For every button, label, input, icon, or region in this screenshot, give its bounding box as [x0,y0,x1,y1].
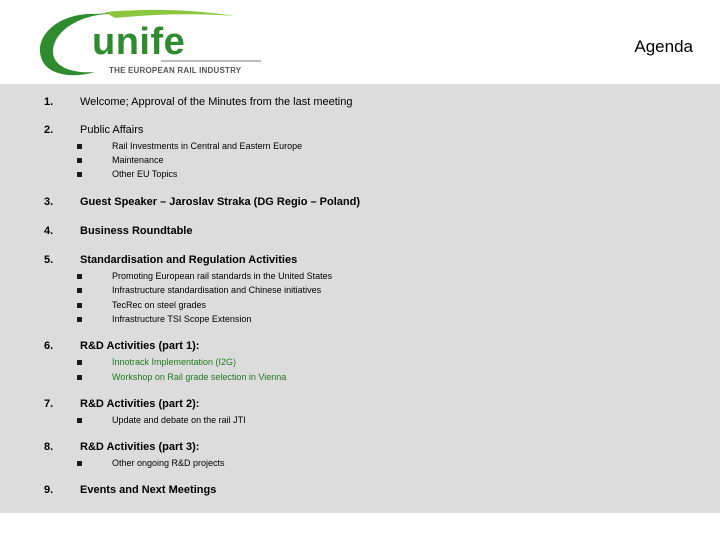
bullet-square-icon [77,144,82,149]
subitem-label: TecRec on steel grades [112,300,207,310]
agenda-number: 8. [44,441,54,453]
bullet-square-icon [77,375,82,380]
bullet-square-icon [77,172,82,177]
subitem-label: Other ongoing R&D projects [112,458,225,468]
bullet-square-icon [77,303,82,308]
bullet-square-icon [77,288,82,293]
subitem-label: Innotrack Implementation (I2G) [112,357,237,367]
subitem-label: Infrastructure standardisation and Chinese initiatives [112,285,322,295]
agenda-label: Events and Next Meetings [80,484,217,496]
bullet-square-icon [77,360,82,365]
agenda-number: 5. [44,254,54,266]
agenda-number: 2. [44,124,54,136]
page-title: Agenda [634,37,693,56]
agenda-label: Welcome; Approval of the Minutes from the last meeting [80,96,353,108]
bullet-square-icon [77,461,82,466]
bullet-square-icon [77,158,82,163]
agenda-number: 7. [44,398,54,410]
logo-wordmark: unife [92,21,186,63]
agenda-label: Public Affairs [80,124,144,136]
bullet-square-icon [77,418,82,423]
agenda-number: 4. [44,225,54,237]
agenda-label: Business Roundtable [80,225,193,237]
logo-tagline: THE EUROPEAN RAIL INDUSTRY [109,66,242,75]
subitem-label: Infrastructure TSI Scope Extension [112,314,252,324]
subitem-label: Promoting European rail standards in the United States [112,271,333,281]
agenda-label: Standardisation and Regulation Activities [80,254,298,266]
bullet-square-icon [77,317,82,322]
agenda-label: R&D Activities (part 2): [80,398,200,410]
agenda-label: Guest Speaker – Jaroslav Straka (DG Regio – Poland) [80,196,360,208]
subitem-label: Other EU Topics [112,169,178,179]
agenda-label: R&D Activities (part 3): [80,441,200,453]
subitem-label: Rail Investments in Central and Eastern Europe [112,141,303,151]
agenda-number: 3. [44,196,54,208]
bullet-square-icon [77,274,82,279]
subitem-label: Update and debate on the rail JTI [112,415,246,425]
subitem-label: Workshop on Rail grade selection in Vienna [112,372,287,382]
agenda-label: R&D Activities (part 1): [80,340,200,352]
agenda-number: 1. [44,96,54,108]
agenda-number: 6. [44,340,54,352]
unife-logo [35,8,265,83]
subitem-label: Maintenance [112,155,164,165]
agenda-number: 9. [44,484,54,496]
